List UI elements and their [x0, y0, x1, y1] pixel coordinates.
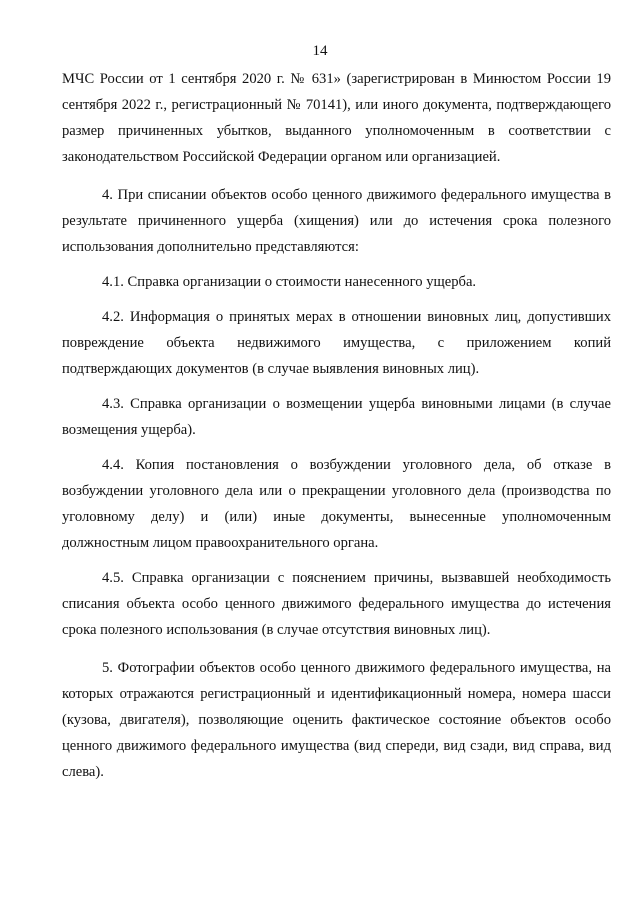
paragraph-continuation: МЧС России от 1 сентября 2020 г. № 631» (зарегистрирован в Минюстом России 19 сентября 2022 г., регистрационный № 70141), или иного документа, подтверждающего размер причиненных убытков, выданного уполномоченным в соответствии с законодательством Российской Федерации органом или организацией.	[62, 71, 611, 165]
document-body	[62, 66, 611, 785]
paragraph-4-3: 4.3. Справка организации о возмещении ущерба виновными лицами (в случае возмещения ущерба).	[62, 396, 611, 438]
paragraph-4-4: 4.4. Копия постановления о возбуждении уголовного дела, об отказе в возбуждении уголовного дела или о прекращении уголовного дела (производства по уголовному делу) и (или) иные документы, вынесенные уполномоченным должностным лицом правоохранительного органа.	[62, 457, 611, 551]
paragraph-4-5: 4.5. Справка организации с пояснением причины, вызвавшей необходимость списания объекта особо ценного движимого федерального имущества до истечения срока полезного использования (в случае отсутствия виновных лиц).	[62, 570, 611, 638]
paragraph-4-2: 4.2. Информация о принятых мерах в отношении виновных лиц, допустивших повреждение объекта недвижимого имущества, с приложением копий подтверждающих документов (в случае выявления виновных лиц).	[62, 309, 611, 377]
paragraph-4-1: 4.1. Справка организации о стоимости нанесенного ущерба.	[102, 274, 477, 290]
page-number: 14	[312, 43, 328, 59]
paragraph-4: 4. При списании объектов особо ценного движимого федерального имущества в результате причиненного ущерба (хищения) или до истечения срока полезного использования дополнительно представляются:	[62, 187, 611, 255]
paragraph-5: 5. Фотографии объектов особо ценного движимого федерального имущества, на которых отражаются регистрационный и идентификационный номера, номера шасси (кузова, двигателя), позволяющие оценить фактическое состояние объектов особо ценного движимого федерального имущества (вид спереди, вид сзади, вид справа, вид слева).	[62, 660, 611, 780]
